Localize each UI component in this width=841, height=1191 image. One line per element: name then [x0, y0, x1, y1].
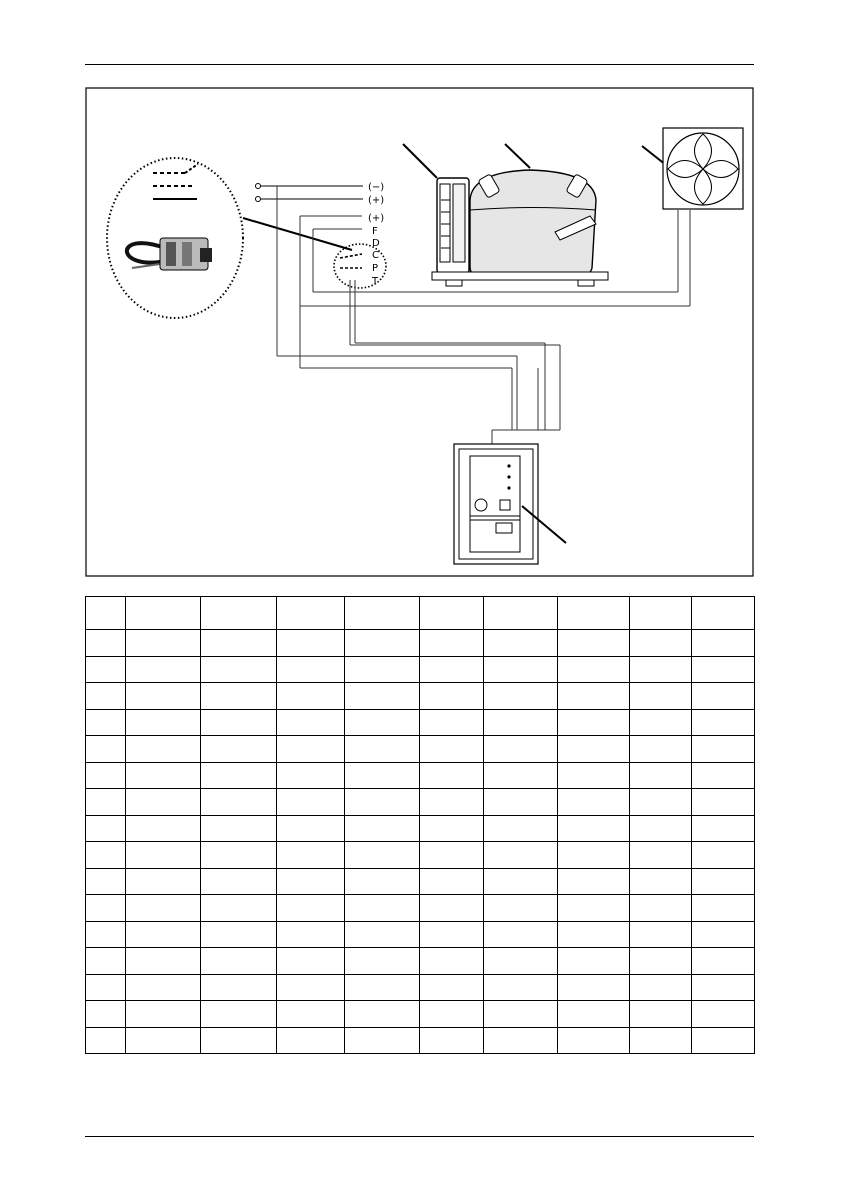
table-cell	[692, 656, 755, 683]
table-cell	[630, 736, 692, 763]
table-cell	[201, 974, 277, 1001]
table-cell	[558, 1001, 630, 1028]
table-cell	[558, 630, 630, 657]
table-cell	[558, 895, 630, 922]
table-cell	[420, 815, 484, 842]
terminal-p-label: P	[372, 263, 379, 274]
table-cell	[692, 921, 755, 948]
terminal-f-label: F	[372, 226, 378, 237]
table-cell	[126, 948, 201, 975]
wiring-table-body	[86, 597, 755, 1054]
table-cell	[484, 736, 558, 763]
table-row	[86, 630, 755, 657]
table-cell	[126, 921, 201, 948]
table-cell	[201, 868, 277, 895]
table-cell	[484, 842, 558, 869]
table-cell	[630, 815, 692, 842]
table-cell	[420, 842, 484, 869]
table-cell	[86, 709, 126, 736]
table-cell	[126, 1001, 201, 1028]
table-cell	[277, 842, 345, 869]
battery-terminals	[256, 184, 364, 202]
table-cell	[630, 789, 692, 816]
table-row	[86, 736, 755, 763]
table-cell	[484, 683, 558, 710]
table-cell	[126, 815, 201, 842]
table-cell	[345, 597, 420, 630]
table-cell	[630, 656, 692, 683]
table-cell	[630, 842, 692, 869]
table-cell	[345, 868, 420, 895]
table-cell	[558, 974, 630, 1001]
table-cell	[277, 921, 345, 948]
table-cell	[420, 762, 484, 789]
table-cell	[277, 630, 345, 657]
table-cell	[484, 895, 558, 922]
table-cell	[692, 1001, 755, 1028]
table-cell	[558, 815, 630, 842]
table-cell	[86, 895, 126, 922]
table-cell	[345, 815, 420, 842]
table-cell	[345, 762, 420, 789]
table-cell	[345, 789, 420, 816]
terminal-pos-label: (+)	[368, 195, 385, 206]
table-cell	[558, 1027, 630, 1054]
connector-detail-callout	[107, 158, 243, 318]
table-cell	[692, 895, 755, 922]
table-cell	[277, 736, 345, 763]
table-cell	[558, 709, 630, 736]
table-cell	[126, 868, 201, 895]
table-cell	[558, 789, 630, 816]
table-row	[86, 789, 755, 816]
table-cell	[484, 974, 558, 1001]
table-cell	[345, 630, 420, 657]
table-cell	[484, 921, 558, 948]
table-cell	[201, 948, 277, 975]
table-cell	[126, 597, 201, 630]
table-cell	[201, 656, 277, 683]
table-cell	[484, 789, 558, 816]
table-cell	[126, 736, 201, 763]
table-cell	[420, 683, 484, 710]
table-cell	[558, 842, 630, 869]
table-cell	[277, 868, 345, 895]
table-cell	[345, 1027, 420, 1054]
table-cell	[692, 597, 755, 630]
table-cell	[484, 630, 558, 657]
table-cell	[126, 789, 201, 816]
table-cell	[558, 683, 630, 710]
table-cell	[277, 683, 345, 710]
table-cell	[345, 921, 420, 948]
table-cell	[692, 789, 755, 816]
table-cell	[277, 597, 345, 630]
table-cell	[86, 1001, 126, 1028]
terminal-c-label: C	[372, 250, 379, 261]
terminal-pos2-label: (+)	[368, 213, 385, 224]
table-cell	[201, 630, 277, 657]
table-cell	[277, 974, 345, 1001]
table-cell	[126, 895, 201, 922]
table-cell	[86, 736, 126, 763]
table-cell	[692, 709, 755, 736]
control-unit-icon	[454, 444, 566, 564]
table-cell	[420, 597, 484, 630]
table-cell	[420, 1027, 484, 1054]
table-cell	[692, 762, 755, 789]
table-cell	[277, 948, 345, 975]
table-cell	[692, 736, 755, 763]
wiring-table	[85, 596, 755, 1054]
table-cell	[420, 789, 484, 816]
table-cell	[277, 815, 345, 842]
table-cell	[692, 1027, 755, 1054]
table-row	[86, 683, 755, 710]
table-cell	[420, 948, 484, 975]
table-cell	[201, 789, 277, 816]
table-cell	[201, 762, 277, 789]
table-row	[86, 1027, 755, 1054]
table-cell	[692, 683, 755, 710]
table-cell	[420, 630, 484, 657]
table-row	[86, 868, 755, 895]
table-cell	[484, 948, 558, 975]
terminal-t-label: T	[372, 276, 379, 287]
table-cell	[692, 630, 755, 657]
table-cell	[630, 921, 692, 948]
table-cell	[86, 762, 126, 789]
table-cell	[420, 921, 484, 948]
table-cell	[420, 974, 484, 1001]
table-cell	[201, 1001, 277, 1028]
table-cell	[558, 948, 630, 975]
table-cell	[345, 842, 420, 869]
table-row	[86, 921, 755, 948]
table-cell	[484, 1027, 558, 1054]
table-cell	[86, 630, 126, 657]
table-cell	[630, 868, 692, 895]
table-cell	[345, 656, 420, 683]
table-cell	[201, 1027, 277, 1054]
table-cell	[630, 948, 692, 975]
table-cell	[86, 974, 126, 1001]
table-cell	[420, 1001, 484, 1028]
table-row	[86, 762, 755, 789]
switch-symbol-icon	[153, 164, 198, 199]
table-cell	[345, 709, 420, 736]
table-cell	[126, 656, 201, 683]
table-cell	[126, 762, 201, 789]
table-cell	[345, 683, 420, 710]
table-row	[86, 709, 755, 736]
table-cell	[484, 868, 558, 895]
table-cell	[345, 948, 420, 975]
table-cell	[630, 1027, 692, 1054]
footer-rule	[85, 1136, 754, 1137]
table-cell	[630, 597, 692, 630]
table-cell	[630, 1001, 692, 1028]
table-cell	[126, 1027, 201, 1054]
table-cell	[692, 868, 755, 895]
terminal-neg-label: (−)	[368, 182, 385, 193]
table-cell	[277, 709, 345, 736]
table-cell	[345, 1001, 420, 1028]
table-row	[86, 597, 755, 630]
table-cell	[558, 868, 630, 895]
table-cell	[345, 736, 420, 763]
table-cell	[558, 656, 630, 683]
table-cell	[484, 656, 558, 683]
table-cell	[86, 597, 126, 630]
terminal-d-label: D	[372, 238, 380, 249]
wire-loop-icon	[127, 238, 212, 270]
table-cell	[126, 630, 201, 657]
table-cell	[86, 683, 126, 710]
table-cell	[420, 736, 484, 763]
table-cell	[201, 842, 277, 869]
table-cell	[201, 683, 277, 710]
table-cell	[201, 895, 277, 922]
table-cell	[277, 656, 345, 683]
table-row	[86, 948, 755, 975]
table-cell	[484, 762, 558, 789]
table-cell	[692, 948, 755, 975]
table-cell	[484, 597, 558, 630]
table-cell	[277, 1001, 345, 1028]
table-cell	[630, 683, 692, 710]
table-cell	[126, 683, 201, 710]
table-cell	[86, 815, 126, 842]
table-row	[86, 895, 755, 922]
table-cell	[86, 948, 126, 975]
table-cell	[86, 842, 126, 869]
table-cell	[630, 974, 692, 1001]
table-cell	[277, 895, 345, 922]
table-cell	[86, 868, 126, 895]
fan-icon	[642, 128, 743, 209]
table-cell	[692, 842, 755, 869]
table-cell	[345, 895, 420, 922]
table-row	[86, 815, 755, 842]
table-cell	[558, 762, 630, 789]
table-cell	[484, 709, 558, 736]
table-cell	[692, 974, 755, 1001]
table-cell	[558, 597, 630, 630]
callout-leader-line	[243, 218, 352, 250]
table-cell	[201, 921, 277, 948]
table-cell	[420, 868, 484, 895]
table-cell	[201, 597, 277, 630]
table-row	[86, 974, 755, 1001]
table-cell	[126, 842, 201, 869]
table-cell	[86, 789, 126, 816]
table-cell	[86, 921, 126, 948]
table-cell	[277, 789, 345, 816]
table-cell	[201, 815, 277, 842]
table-cell	[692, 815, 755, 842]
table-cell	[277, 762, 345, 789]
table-cell	[86, 1027, 126, 1054]
table-cell	[484, 1001, 558, 1028]
table-cell	[126, 709, 201, 736]
compressor-icon	[403, 144, 608, 286]
table-cell	[201, 736, 277, 763]
table-cell	[630, 630, 692, 657]
table-cell	[126, 974, 201, 1001]
table-row	[86, 842, 755, 869]
table-cell	[345, 974, 420, 1001]
table-cell	[277, 1027, 345, 1054]
table-row	[86, 656, 755, 683]
table-cell	[558, 921, 630, 948]
table-cell	[484, 815, 558, 842]
table-cell	[558, 736, 630, 763]
table-cell	[420, 709, 484, 736]
table-cell	[201, 709, 277, 736]
table-cell	[630, 709, 692, 736]
table-cell	[420, 895, 484, 922]
table-cell	[86, 656, 126, 683]
table-cell	[630, 895, 692, 922]
table-cell	[630, 762, 692, 789]
table-cell	[420, 656, 484, 683]
table-row	[86, 1001, 755, 1028]
